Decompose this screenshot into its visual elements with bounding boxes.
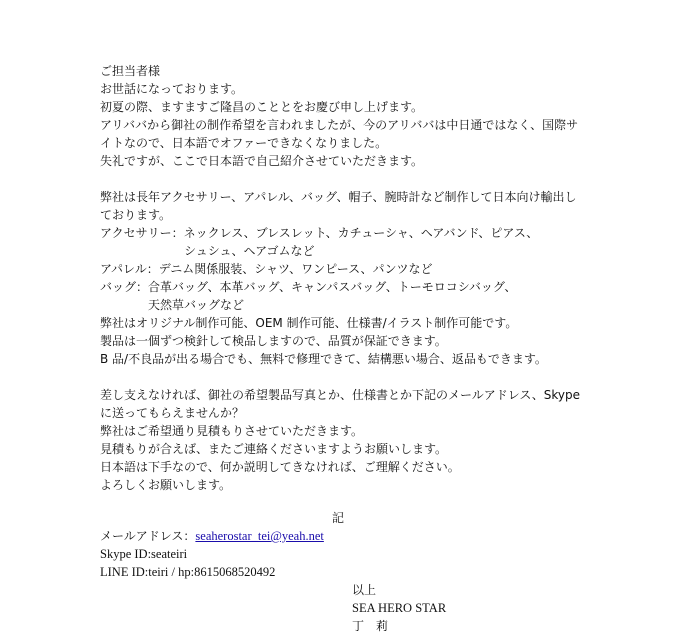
product-accessories-cont: シュシュ、ヘアゴムなど <box>184 244 315 258</box>
product-bags-cont: 天然草バッグなど <box>148 298 245 312</box>
request-line: 日本語は下手なので、何か説明してきなければ、ご理解ください。 <box>100 460 460 474</box>
request-line: 見積もりが合えば、またご連絡くださいますようお願いします。 <box>100 442 448 456</box>
quality-line: 製品は一個ずつ検針して検品しますので、品質が保証できます。 <box>100 334 447 348</box>
skype-id: Skype ID:seateiri <box>100 547 188 561</box>
line-id: LINE ID:teiri / hp:8615068520492 <box>100 565 276 579</box>
greeting-line: 初夏の際、ますますご隆昌のこととをお慶び申し上げます。 <box>100 100 424 114</box>
greeting-line: イトなので、日本語でオファーできなくなりました。 <box>100 136 388 150</box>
greeting-line: お世話になっております。 <box>100 82 244 96</box>
email-link[interactable]: seaherostar_tei@yeah.net <box>195 529 324 543</box>
product-bags: バッグ：合革バッグ、本革バッグ、キャンパスバッグ、トーモロコシバッグ、 <box>100 280 517 294</box>
repair-line: B 品/不良品が出る場合でも、無料で修理できて、結構悪い場合、返品もできます。 <box>100 352 547 366</box>
product-apparel: アパレル：デニム関係服装、シャツ、ワンピース、パンツなど <box>100 262 433 276</box>
salutation: ご担当者様 <box>100 64 161 78</box>
email-label: メールアドレス： <box>100 529 196 543</box>
request-line: 弊社はご希望通り見積もりさせていただきます。 <box>100 424 364 438</box>
notes-heading: 記 <box>332 511 345 525</box>
request-line: に送ってもらえませんか？ <box>100 406 245 420</box>
product-accessories: アクセサリー：ネックレス、ブレスレット、カチューシャ、ヘアバンド、ピアス、 <box>100 226 539 240</box>
signer-name: 丁 莉 <box>352 619 389 633</box>
greeting-line: アリババから御社の制作希望を言われましたが、今のアリババは中日通ではなく、国際サ <box>100 118 579 132</box>
company-intro: ております。 <box>100 208 172 222</box>
closing-end: 以上 <box>352 583 377 597</box>
greeting-line: 失礼ですが、ここで日本語で自己紹介させていただきます。 <box>100 154 424 168</box>
request-line: よろしくお願いします。 <box>100 478 232 492</box>
request-line: 差し支えなければ、御社の希望製品写真とか、仕様書とか下記のメールアドレス、Skype <box>100 388 581 402</box>
company-name: SEA HERO STAR <box>352 601 447 615</box>
company-intro: 弊社は長年アクセサリー、アパレル、バッグ、帽子、腕時計など制作して日本向け輸出し <box>100 190 577 204</box>
capability-line: 弊社はオリジナル制作可能、OEM 制作可能、仕様書/イラスト制作可能です。 <box>100 316 518 330</box>
email-row <box>100 528 324 544</box>
